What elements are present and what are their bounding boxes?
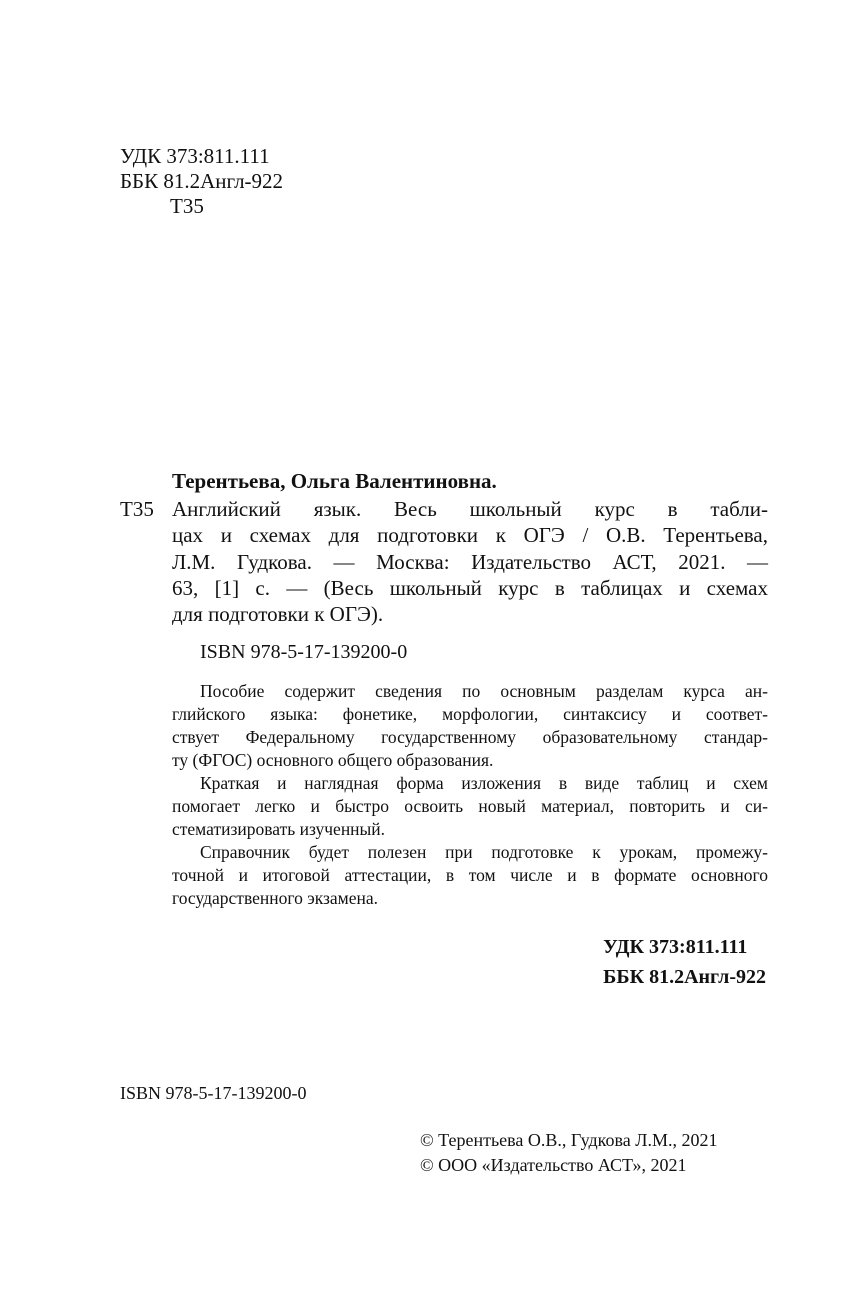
annotation-line: Справочник будет полезен при подготовке к урокам, промежу- bbox=[200, 842, 768, 862]
biblio-line: цах и схемах для подготовки к ОГЭ / О.В. Терентьева, bbox=[172, 523, 768, 548]
udk-code-bottom: УДК 373:811.111 bbox=[603, 936, 748, 958]
bbk-code: ББК 81.2Англ-922 bbox=[120, 169, 284, 193]
author-mark: Т35 bbox=[170, 194, 204, 218]
annotation-line: Краткая и наглядная форма изложения в виде таблиц и схем bbox=[200, 773, 768, 793]
top-classification-codes bbox=[120, 144, 283, 219]
annotation-line: стематизировать изученный. bbox=[172, 819, 386, 839]
copyright-authors: © Терентьева О.В., Гудкова Л.М., 2021 bbox=[420, 1130, 718, 1150]
bbk-code-bottom: ББК 81.2Англ-922 bbox=[603, 966, 766, 988]
copyright-publisher: © ООО «Издательство АСТ», 2021 bbox=[420, 1155, 687, 1175]
copyright-notices bbox=[420, 1128, 717, 1178]
isbn-bottom: ISBN 978-5-17-139200-0 bbox=[120, 1083, 307, 1103]
annotation-line: Пособие содержит сведения по основным разделам курса ан- bbox=[200, 681, 768, 701]
annotation-line: ствует Федеральному государственному образовательному стандар- bbox=[172, 727, 768, 747]
annotation bbox=[172, 680, 768, 910]
author-name: Терентьева, Ольга Валентиновна. bbox=[172, 469, 497, 493]
annotation-line: глийского языка: фонетике, морфологии, синтаксису и соответ- bbox=[172, 704, 768, 724]
side-author-mark: Т35 bbox=[120, 497, 154, 521]
bottom-classification-codes bbox=[603, 932, 766, 992]
bibliographic-description bbox=[172, 496, 768, 627]
biblio-line: для подготовки к ОГЭ). bbox=[172, 602, 384, 627]
biblio-line: Английский язык. Весь школьный курс в табли- bbox=[172, 497, 768, 521]
biblio-line: 63, [1] с. — (Весь школьный курс в таблицах и схемах bbox=[172, 575, 768, 600]
annotation-line: государственного экзамена. bbox=[172, 888, 379, 908]
isbn-record: ISBN 978-5-17-139200-0 bbox=[200, 641, 408, 663]
udk-code: УДК 373:811.111 bbox=[120, 144, 270, 168]
annotation-line: точной и итоговой аттестации, в том числе и в формате основного bbox=[172, 865, 768, 885]
annotation-line: ту (ФГОС) основного общего образования. bbox=[172, 750, 494, 770]
annotation-line: помогает легко и быстро освоить новый материал, повторить и си- bbox=[172, 796, 768, 816]
biblio-line: Л.М. Гудкова. — Москва: Издательство АСТ, 2021. — bbox=[172, 549, 768, 574]
